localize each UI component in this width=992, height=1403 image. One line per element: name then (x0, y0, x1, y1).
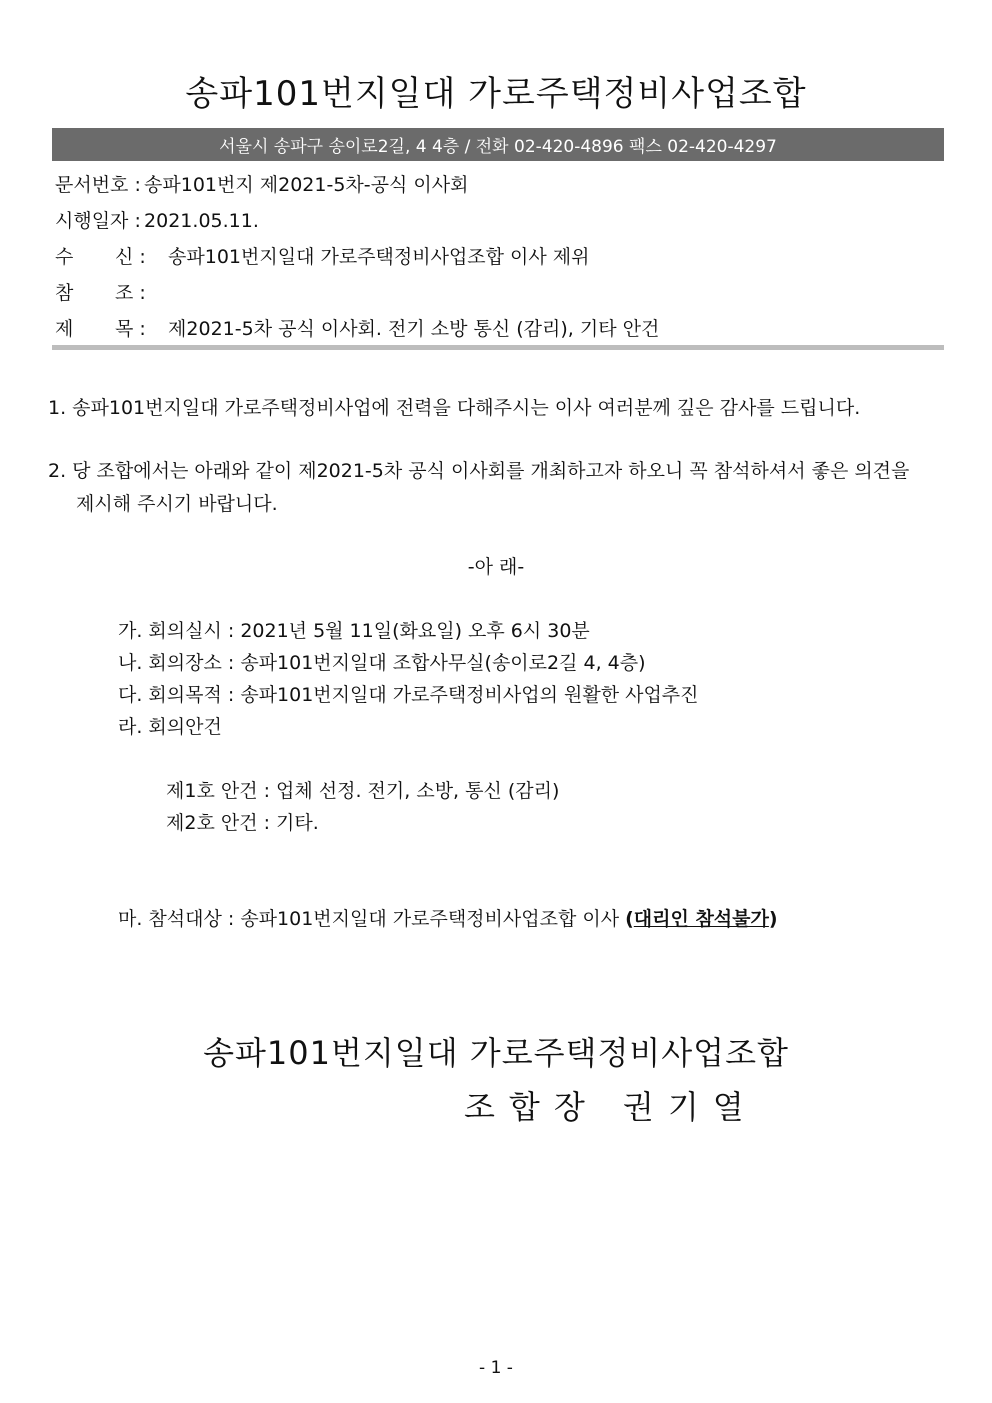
date-value: 2021.05.11. (144, 210, 259, 232)
agenda-item-2: 제2호 안건 : 기타. (166, 812, 319, 834)
recipient-value: 송파101번지일대 가로주택정비사업조합 이사 제위 (168, 246, 590, 268)
agenda-item-1: 제1호 안건 : 업체 선정. 전기, 소방, 통신 (감리) (166, 780, 560, 802)
item-ma (118, 904, 778, 931)
paragraph-2-line-1: 2. 당 조합에서는 아래와 같이 제2021-5차 공식 이사회를 개최하고자 하오니 꼭 참석하셔서 좋은 의견을 (48, 460, 910, 482)
page-number: - 1 - (479, 1358, 513, 1378)
address-banner (52, 128, 944, 161)
item-da: 다. 회의목적 : 송파101번지일대 가로주택정비사업의 원활한 사업추진 (118, 684, 699, 706)
item-ga: 가. 회의실시 : 2021년 5월 11일(화요일) 오후 6시 30분 (118, 620, 590, 642)
recipient-label-b: 신 : (115, 246, 146, 268)
recipient-label-a: 수 (55, 246, 74, 268)
item-ma-emphasis: 대리인 참석불가 (633, 908, 769, 930)
header-divider (52, 345, 944, 350)
below-heading: -아 래- (467, 556, 525, 578)
recipient-row (55, 242, 590, 269)
address-text: 서울시 송파구 송이로2길, 4 4층 / 전화 02-420-4896 팩스 02-420-4297 (219, 137, 777, 157)
doc-number-label: 문서번호 : (55, 174, 141, 196)
signature-name: 조합장 권기열 (464, 1088, 758, 1126)
item-ma-paren-close: ) (768, 908, 778, 930)
doc-number-value: 송파101번지 제2021-5차-공식 이사회 (144, 174, 469, 196)
signature-organization: 송파101번지일대 가로주택정비사업조합 (203, 1034, 789, 1072)
date-row (55, 206, 259, 233)
item-ra: 라. 회의안건 (118, 716, 222, 738)
paragraph-1: 1. 송파101번지일대 가로주택정비사업에 전력을 다해주시는 이사 여러분께 깊은 감사를 드립니다. (48, 397, 861, 419)
subject-label-a: 제 (55, 318, 74, 340)
paragraph-2-line-2: 제시해 주시기 바랍니다. (76, 493, 278, 515)
subject-value: 제2021-5차 공식 이사회. 전기 소방 통신 (감리), 기타 안건 (168, 318, 660, 340)
reference-row (55, 278, 146, 305)
subject-row (55, 314, 659, 341)
item-ma-paren-open: ( (625, 908, 634, 930)
reference-label-a: 참 (55, 282, 74, 304)
item-ma-text: 마. 참석대상 : 송파101번지일대 가로주택정비사업조합 이사 (118, 908, 626, 930)
subject-label-b: 목 : (115, 318, 146, 340)
doc-number-row (55, 170, 468, 197)
date-label: 시행일자 : (55, 210, 141, 232)
item-na: 나. 회의장소 : 송파101번지일대 조합사무실(송이로2길 4, 4층) (118, 652, 646, 674)
reference-label-b: 조 : (115, 282, 146, 304)
document-title: 송파101번지일대 가로주택정비사업조합 (185, 74, 807, 114)
